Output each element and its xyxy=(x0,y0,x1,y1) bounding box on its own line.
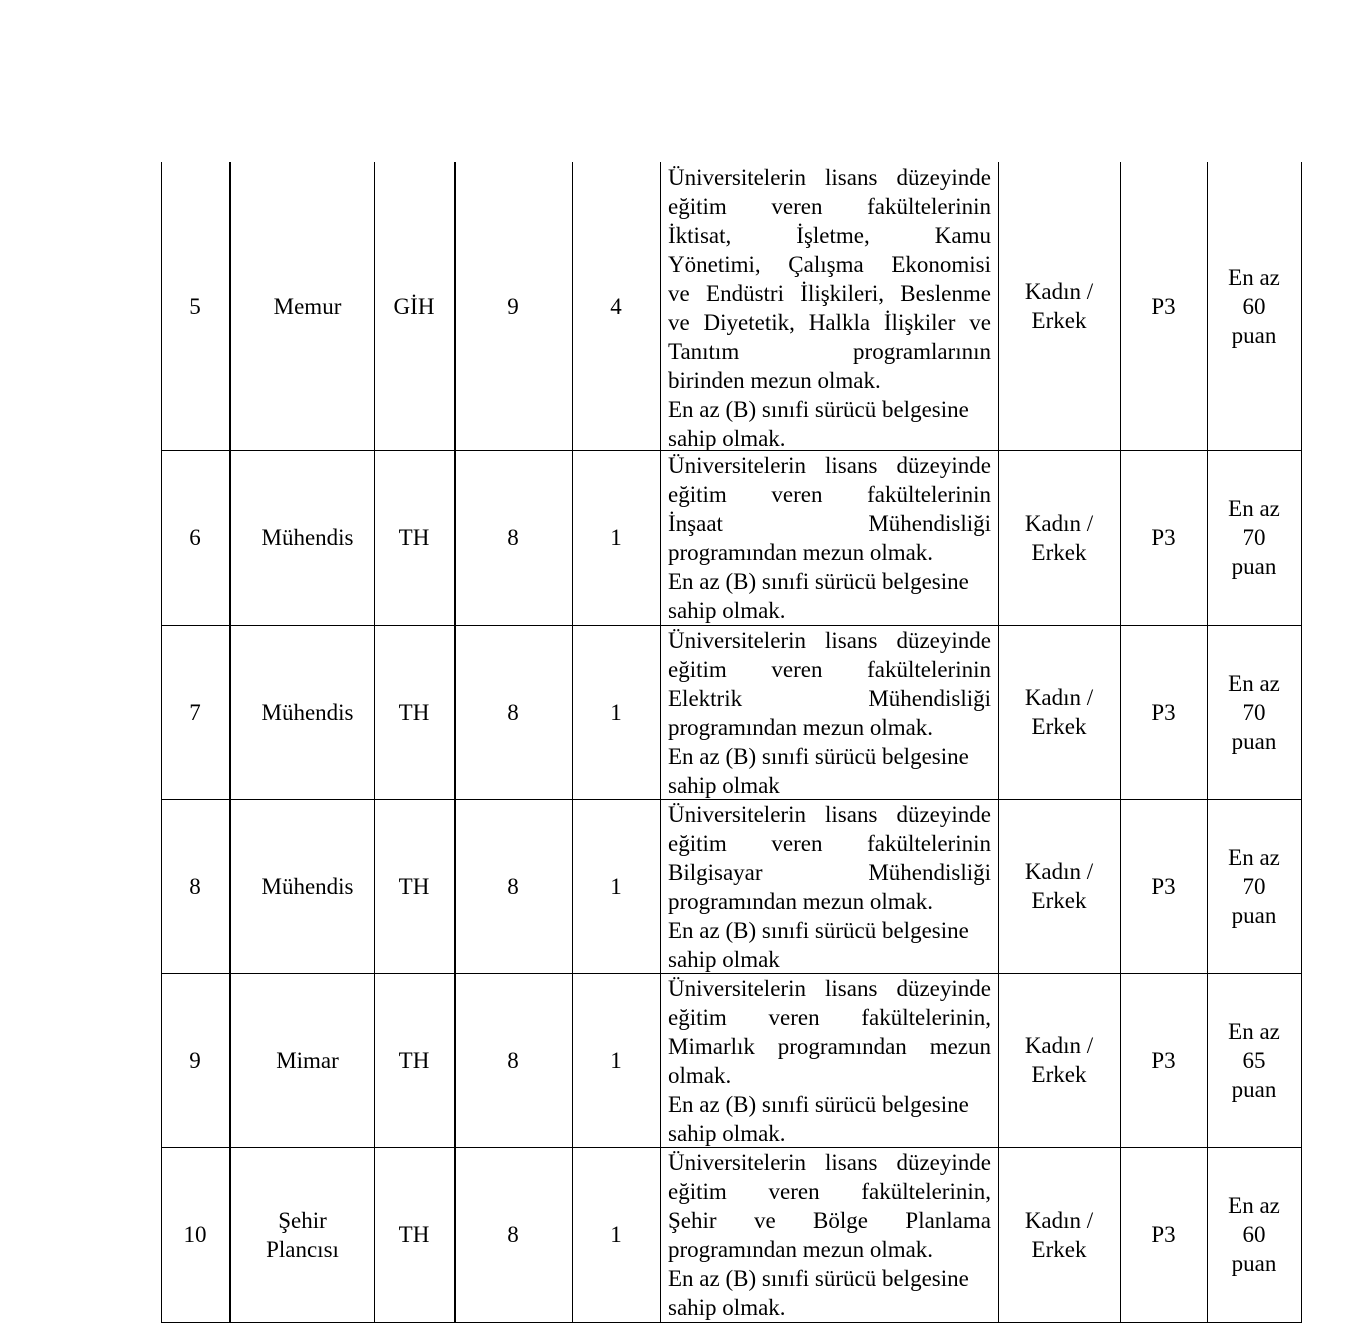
qualification-line: programından mezun olmak. xyxy=(668,540,934,565)
qualification-line: İnşaat Mühendisliği xyxy=(668,511,991,536)
column-rule xyxy=(660,162,661,1323)
qualification-text xyxy=(668,974,991,1148)
qualification-line: eğitim veren fakültelerinin xyxy=(668,657,991,682)
qualification-line: Üniversitelerin lisans düzeyinde xyxy=(668,628,991,653)
column-rule xyxy=(1301,162,1302,1323)
qualification-line: birinden mezun olmak. xyxy=(668,368,881,393)
minimum-score: En az 70 puan xyxy=(1228,844,1280,928)
gender: Kadın / Erkek xyxy=(1024,685,1094,739)
degree: 8 xyxy=(507,1222,519,1247)
qualification-line: En az (B) sınıfi sürücü belgesine xyxy=(668,1266,969,1291)
exam-type: P3 xyxy=(1151,1222,1176,1247)
minimum-score: En az 70 puan xyxy=(1228,496,1280,579)
qualification-line: Üniversitelerin lisans düzeyinde xyxy=(668,165,991,190)
degree: 8 xyxy=(507,525,519,550)
qualification-line: eğitim veren fakültelerinin xyxy=(668,831,991,856)
qualification-line: Bilgisayar Mühendisliği xyxy=(668,860,991,885)
qualification-line: En az (B) sınıfi sürücü belgesine xyxy=(668,744,969,769)
qualification-line: sahip olmak xyxy=(668,947,780,972)
position-title: Mühendis xyxy=(261,699,354,725)
degree: 9 xyxy=(507,293,519,319)
qualification-text xyxy=(668,163,991,453)
qualification-line: programından mezun olmak. xyxy=(668,715,934,740)
degree: 8 xyxy=(507,873,519,899)
minimum-score: En az 65 puan xyxy=(1228,1018,1280,1102)
class-code: TH xyxy=(398,1047,430,1073)
qualification-line: Yönetimi, Çalışma Ekonomisi xyxy=(668,252,991,277)
gender: Kadın / Erkek xyxy=(1024,279,1094,333)
row-number: 8 xyxy=(189,873,201,899)
minimum-score: En az 70 puan xyxy=(1228,670,1280,754)
qualification-line: sahip olmak. xyxy=(668,1121,786,1146)
exam-type: P3 xyxy=(1151,293,1176,319)
position-title: Memur xyxy=(273,293,342,319)
minimum-score: En az 60 puan xyxy=(1228,264,1280,348)
row-number: 10 xyxy=(183,1222,207,1247)
qualification-line: eğitim veren fakültelerinin xyxy=(668,482,991,507)
position-count: 4 xyxy=(610,293,622,319)
gender: Kadın / Erkek xyxy=(1024,1207,1094,1262)
qualification-line: En az (B) sınıfi sürücü belgesine xyxy=(668,1092,969,1117)
row-rule xyxy=(161,1322,1302,1323)
class-code: TH xyxy=(398,873,430,899)
qualification-text xyxy=(668,451,991,625)
qualification-line: programından mezun olmak. xyxy=(668,889,934,914)
position-count: 1 xyxy=(610,525,622,550)
qualification-line: Şehir ve Bölge Planlama xyxy=(668,1208,991,1233)
degree: 8 xyxy=(507,1047,519,1073)
minimum-score: En az 60 puan xyxy=(1228,1193,1280,1276)
class-code: GİH xyxy=(393,293,435,319)
gender: Kadın / Erkek xyxy=(1024,510,1094,565)
position-title: Şehir Plancısı xyxy=(266,1207,339,1262)
exam-type: P3 xyxy=(1151,873,1176,899)
qualification-line: Üniversitelerin lisans düzeyinde xyxy=(668,802,991,827)
column-rule xyxy=(229,162,231,1323)
qualification-line: sahip olmak xyxy=(668,773,780,798)
qualification-line: sahip olmak. xyxy=(668,426,786,451)
qualification-line: Tanıtım programlarının xyxy=(668,339,991,364)
qualification-line: eğitim veren fakültelerinin xyxy=(668,194,991,219)
qualification-text xyxy=(668,800,991,974)
class-code: TH xyxy=(398,525,430,550)
exam-type: P3 xyxy=(1151,1047,1176,1073)
qualification-line: sahip olmak. xyxy=(668,598,786,623)
qualification-line: ve Endüstri İlişkileri, Beslenme xyxy=(668,281,991,306)
qualification-line: Üniversitelerin lisans düzeyinde xyxy=(668,1150,991,1175)
gender: Kadın / Erkek xyxy=(1024,859,1094,913)
qualification-line: olmak. xyxy=(668,1063,732,1088)
row-number: 6 xyxy=(189,525,201,550)
exam-type: P3 xyxy=(1151,699,1176,725)
position-title: Mühendis xyxy=(261,525,354,550)
class-code: TH xyxy=(398,699,430,725)
qualification-line: Mimarlık programından mezun xyxy=(668,1034,991,1059)
qualification-line: En az (B) sınıfi sürücü belgesine xyxy=(668,569,969,594)
qualification-line: İktisat, İşletme, Kamu xyxy=(668,223,991,248)
qualification-line: Elektrik Mühendisliği xyxy=(668,686,991,711)
row-number: 9 xyxy=(189,1047,201,1073)
qualification-line: eğitim veren fakültelerinin, xyxy=(668,1005,991,1030)
qualification-line: En az (B) sınıfi sürücü belgesine xyxy=(668,918,969,943)
position-count: 1 xyxy=(610,1222,622,1247)
qualification-line: eğitim veren fakültelerinin, xyxy=(668,1179,991,1204)
qualification-line: programından mezun olmak. xyxy=(668,1237,934,1262)
degree: 8 xyxy=(507,699,519,725)
qualification-line: Üniversitelerin lisans düzeyinde xyxy=(668,453,991,478)
position-count: 1 xyxy=(610,1047,622,1073)
qualification-line: Üniversitelerin lisans düzeyinde xyxy=(668,976,991,1001)
row-number: 5 xyxy=(189,293,201,319)
qualification-line: sahip olmak. xyxy=(668,1295,786,1320)
qualification-text xyxy=(668,626,991,800)
position-count: 1 xyxy=(610,699,622,725)
gender: Kadın / Erkek xyxy=(1024,1033,1094,1087)
qualification-line: ve Diyetetik, Halkla İlişkiler ve xyxy=(668,310,991,335)
qualification-line: En az (B) sınıfi sürücü belgesine xyxy=(668,397,969,422)
class-code: TH xyxy=(398,1222,430,1247)
row-number: 7 xyxy=(189,699,201,725)
qualification-text xyxy=(668,1148,991,1322)
position-count: 1 xyxy=(610,873,622,899)
position-title: Mimar xyxy=(276,1047,339,1073)
position-title: Mühendis xyxy=(261,873,354,899)
exam-type: P3 xyxy=(1151,525,1176,550)
